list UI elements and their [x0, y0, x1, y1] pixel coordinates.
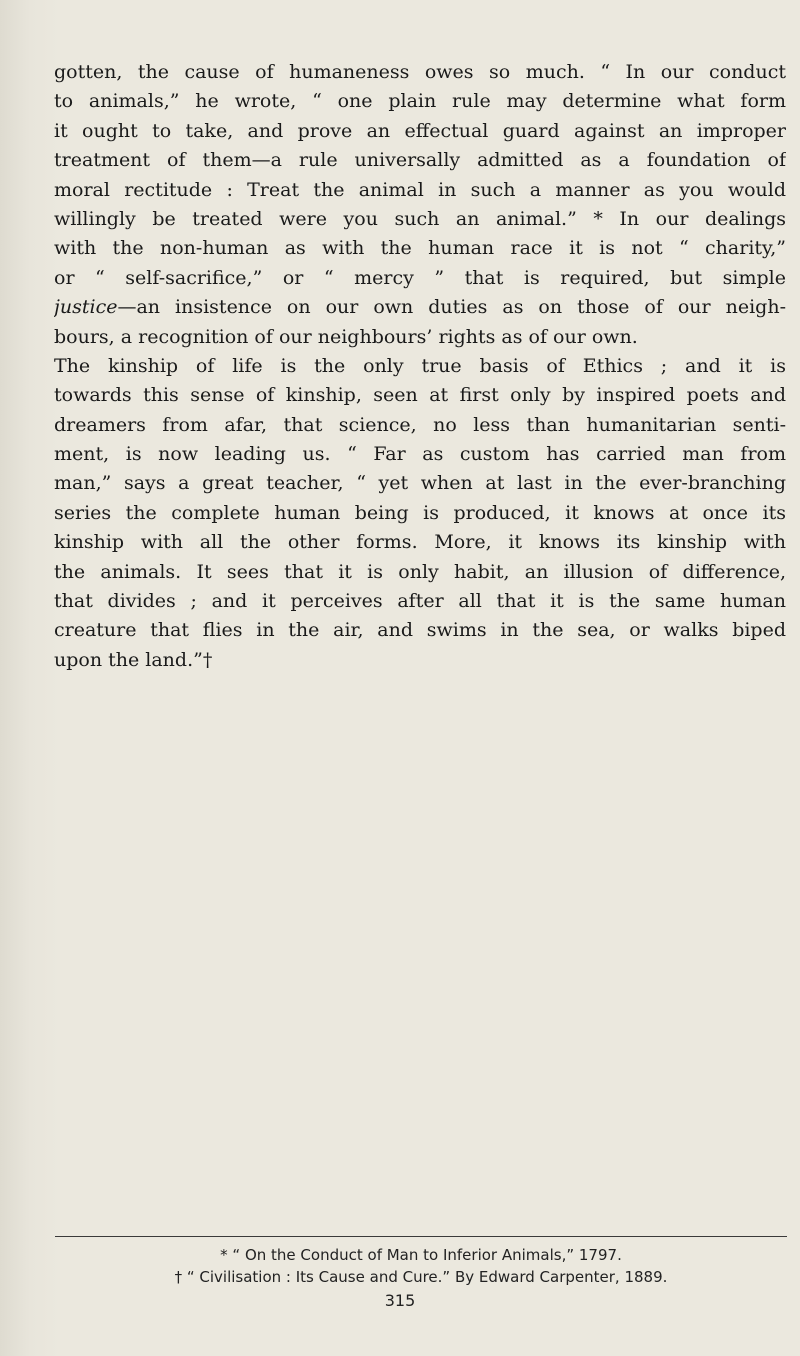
text-line-6: willingly be treated were you such an animal.” * In our dealings — [54, 207, 786, 230]
text-line-15: man,” says a great teacher, “ yet when at last in the ever-branching — [54, 472, 786, 495]
page-number: 315 — [384, 1291, 416, 1310]
text-line-13: dreamers from afar, that science, no less than humanitarian senti- — [54, 413, 786, 436]
text-line-20: creature that flies in the air, and swims in the sea, or walks biped — [54, 619, 786, 642]
text-line-11: The kinship of life is the only true basis of Ethics ; and it is — [54, 354, 786, 377]
footnote-1: * “ On the Conduct of Man to Inferior Animals,” 1797. — [220, 1246, 622, 1264]
text-line-14: ment, is now leading us. “ Far as custom has carried man from — [54, 443, 786, 466]
text-line-19: that divides ; and it perceives after all that it is the same human — [54, 590, 786, 613]
text-line-16: series the complete human being is produced, it knows at once its — [54, 501, 786, 524]
text-line-5: moral rectitude : Treat the animal in such a manner as you would — [54, 178, 786, 201]
footnotes — [55, 1244, 787, 1288]
text-line-1: gotten, the cause of humaneness owes so much. “ In our conduct — [54, 61, 786, 83]
text-line-7: with the non-human as with the human race it is not “ charity,” — [54, 237, 786, 260]
text-line-3: it ought to take, and prove an effectual guard against an improper — [54, 119, 786, 142]
text-line-10: bours, a recognition of our neighbours’ rights as of our own. — [54, 325, 638, 348]
footnote-2: † “ Civilisation : Its Cause and Cure.” By Edward Carpenter, 1889. — [174, 1268, 668, 1286]
body-text — [54, 58, 786, 675]
text-line-4: treatment of them—a rule universally admitted as a foundation of — [54, 149, 786, 172]
text-line-17: kinship with all the other forms. More, it knows its kinship with — [54, 531, 786, 554]
text-line-18: the animals. It sees that it is only habit, an illusion of difference, — [54, 560, 786, 583]
text-line-8: or “ self-sacrifice,” or “ mercy ” that is required, but simple — [54, 266, 786, 289]
footnote-divider — [55, 1236, 787, 1237]
text-line-21: upon the land.”† — [54, 648, 213, 671]
text-line-2: to animals,” he wrote, “ one plain rule may determine what form — [54, 90, 786, 113]
text-line-12: towards this sense of kinship, seen at first only by inspired poets and — [54, 384, 786, 407]
text-line-9: justice—an insistence on our own duties as on those of our neigh- — [54, 296, 786, 319]
